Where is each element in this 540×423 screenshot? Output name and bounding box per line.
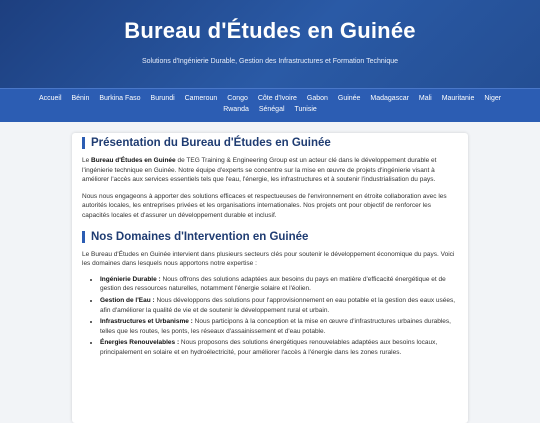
list-item-label: Gestion de l'Eau :: [100, 296, 155, 304]
p1-bold-name: Bureau d'Études en Guinée: [91, 157, 176, 164]
nav-row-1: [0, 93, 540, 104]
site-header: [0, 0, 540, 88]
nav-item-madagascar[interactable]: Madagascar: [370, 95, 409, 102]
list-item-label: Infrastructures et Urbanisme :: [100, 318, 193, 326]
country-navigation: [0, 88, 540, 122]
nav-item-burkina-faso[interactable]: Burkina Faso: [99, 95, 141, 102]
list-item: [100, 296, 458, 315]
nav-item-niger[interactable]: Niger: [484, 95, 502, 102]
site-subtitle: Solutions d'Ingénierie Durable, Gestion des Infrastructures et Formation Technique: [141, 58, 399, 65]
domains-list: [82, 275, 458, 358]
list-item-label: Énergies Renouvelables :: [100, 339, 180, 347]
nav-item-tunisie[interactable]: Tunisie: [294, 106, 317, 113]
nav-item-gabon[interactable]: Gabon: [306, 95, 328, 102]
nav-item-congo[interactable]: Congo: [227, 95, 248, 102]
nav-item-rwanda[interactable]: Rwanda: [223, 106, 249, 113]
presentation-paragraph-2: Nous nous engageons à apporter des solutions efficaces et respectueuses de l'environnement en étroite collaboration avec les autorités locales, les entreprises privées et les organisations internationales. Nos projets ont pour objectif de renforcer les capacités locales et d'assurer un développement durable et inclusif.: [82, 192, 447, 219]
list-item-text: Nous développons des solutions pour l'approvisionnement en eau potable et la gestion des eaux usées, afin d'améliorer la qualité de vie et de soutenir le développement rural et urbain.: [100, 296, 456, 314]
content-card: [72, 133, 468, 423]
nav-item-cameroun[interactable]: Cameroun: [184, 95, 218, 102]
p1-prefix: Le: [82, 157, 92, 164]
nav-row-2: [0, 104, 540, 115]
list-item-text: Nous offrons des solutions adaptées aux besoins du pays en matière d'efficacité énergétique et de gestion des ressources naturelles, notamment l'énergie solaire et l'éolien.: [100, 275, 446, 293]
nav-item-guinee[interactable]: Guinée: [337, 95, 361, 102]
nav-item-mauritanie[interactable]: Mauritanie: [441, 95, 475, 102]
presentation-heading: Présentation du Bureau d'Études en Guinée: [82, 137, 458, 149]
presentation-paragraph-1: [82, 156, 458, 185]
nav-item-mali[interactable]: Mali: [418, 95, 432, 102]
list-item-text: Nous participons à la conception et la mise en œuvre d'infrastructures urbaines durables, telles que les routes, les ponts, les réseaux d'assainissement et d'eau potable.: [100, 318, 451, 335]
nav-item-senegal[interactable]: Sénégal: [258, 106, 285, 113]
list-item: [100, 338, 458, 357]
domains-intro: Le Bureau d'Études en Guinée intervient dans plusieurs secteurs clés pour soutenir le développement économique du pays. Voici les domaines dans lesquels nous apportons notre expertise :: [82, 250, 455, 268]
list-item: [100, 317, 458, 336]
domains-heading: Nos Domaines d'Intervention en Guinée: [82, 231, 458, 243]
nav-item-burundi[interactable]: Burundi: [150, 95, 175, 102]
list-item-text: Nous proposons des solutions énergétiques renouvelables adaptées aux besoins locaux, principalement en solaire et en hydroélectricité, pour améliorer l'accès à l'énergie dans les zones rurales.: [100, 339, 438, 356]
list-item-label: Ingénierie Durable :: [100, 275, 161, 283]
nav-item-cote-divoire[interactable]: Côte d'Ivoire: [257, 95, 297, 102]
list-item: [100, 275, 458, 294]
nav-item-accueil[interactable]: Accueil: [38, 95, 62, 102]
nav-item-benin[interactable]: Bénin: [71, 95, 90, 102]
p1-rest: de TEG Training & Engineering Group est un acteur clé dans le développement durable et l'ingénierie technique en Guinée. Notre équipe d'experts se concentre sur la mise en œuvre de projets d'ingénierie visant à améliorer l'accès aux services essentiels tels que l'eau, l'énergie, les infrastructures et à soutenir l'industrialisation du pays.: [82, 157, 437, 184]
site-title: Bureau d'Études en Guinée: [124, 18, 416, 43]
